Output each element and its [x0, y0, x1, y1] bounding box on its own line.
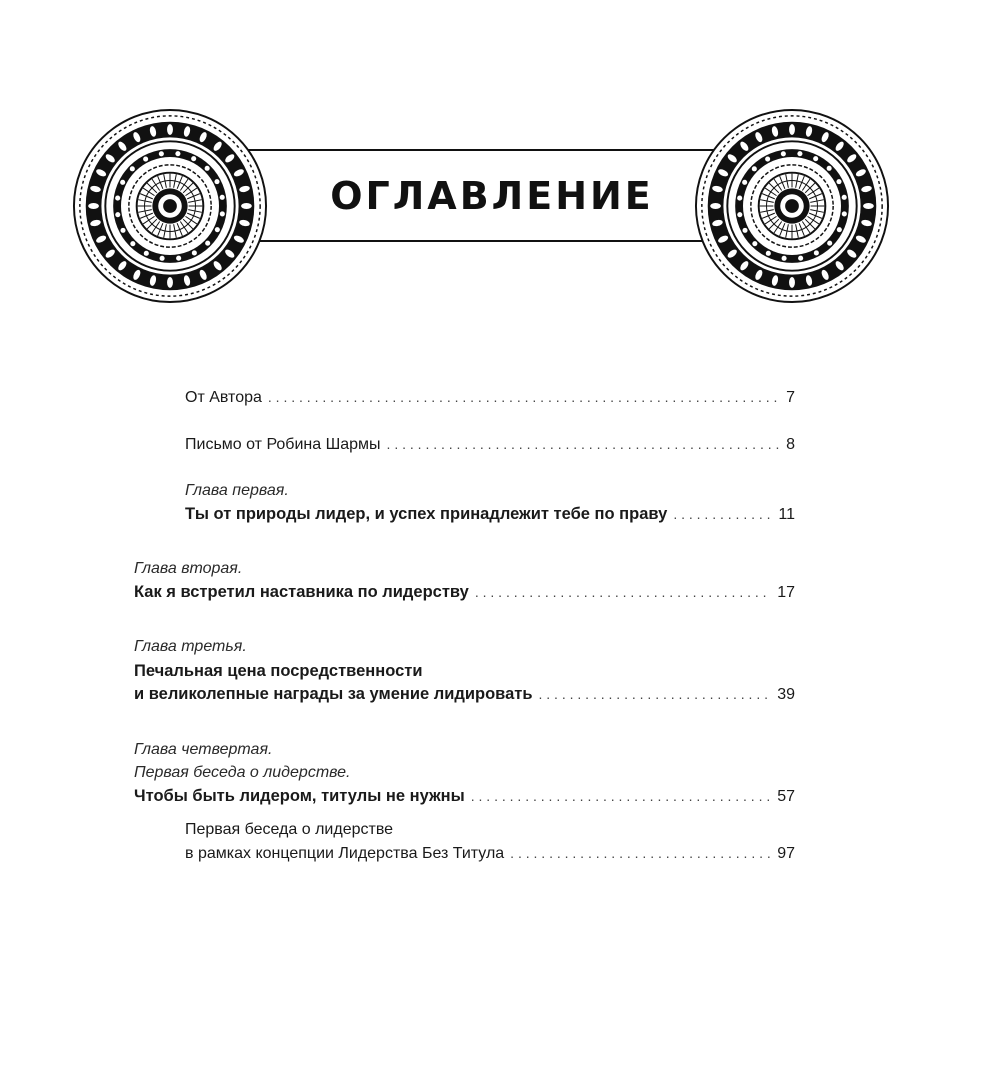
toc-entry-label: От Автора	[185, 389, 262, 406]
toc-page-number: 17	[777, 584, 795, 601]
toc-page-number: 97	[777, 845, 795, 862]
toc-page-number: 11	[778, 506, 795, 523]
toc-leader-dots	[510, 843, 771, 863]
toc-entry-chapter2[interactable]	[134, 582, 795, 603]
toc-leader-dots	[387, 434, 781, 454]
toc-page-number: 8	[786, 436, 795, 453]
toc-leader-dots	[268, 387, 780, 407]
toc-entry-chapter3[interactable]	[134, 684, 795, 705]
toc-entry-label: Чтобы быть лидером, титулы не нужны	[134, 787, 465, 805]
chapter-subcaption: Первая беседа о лидерстве.	[134, 764, 351, 781]
chapter-caption: Глава третья.	[134, 638, 247, 655]
page-title: ОГЛАВЛЕНИЕ	[330, 173, 654, 218]
toc-subentry-line: Первая беседа о лидерстве	[185, 821, 394, 838]
toc-page-number: 57	[777, 788, 795, 805]
toc-page-number: 39	[777, 686, 795, 703]
toc-entry-label: Как я встретил наставника по лидерству	[134, 583, 469, 601]
toc-entry-label: в рамках концепции Лидерства Без Титула	[185, 845, 505, 862]
toc-entry-label: Письмо от Робина Шармы	[185, 436, 381, 453]
toc-entry-chapter4[interactable]	[134, 786, 795, 807]
chapter-caption: Глава четвертая.	[134, 741, 273, 758]
chapter-caption: Глава первая.	[185, 482, 289, 499]
toc-leader-dots	[539, 684, 772, 704]
toc-entry-label: Ты от природы лидер, и успех принадлежит тебе по праву	[185, 505, 668, 523]
toc-leader-dots	[471, 786, 771, 806]
toc-page-number: 7	[786, 389, 795, 406]
toc-entry-author[interactable]	[185, 387, 795, 408]
chapter-caption: Глава вторая.	[134, 560, 243, 577]
toc-leader-dots	[673, 504, 772, 524]
toc-leader-dots	[475, 582, 771, 602]
toc-entry-chapter1[interactable]	[185, 504, 795, 525]
toc-entry-letter[interactable]	[185, 434, 795, 455]
toc-subentry[interactable]	[185, 843, 795, 864]
toc-entry-label: и великолепные награды за умение лидировать	[134, 685, 533, 703]
toc-entry-title-line: Печальная цена посредственности	[134, 662, 423, 680]
